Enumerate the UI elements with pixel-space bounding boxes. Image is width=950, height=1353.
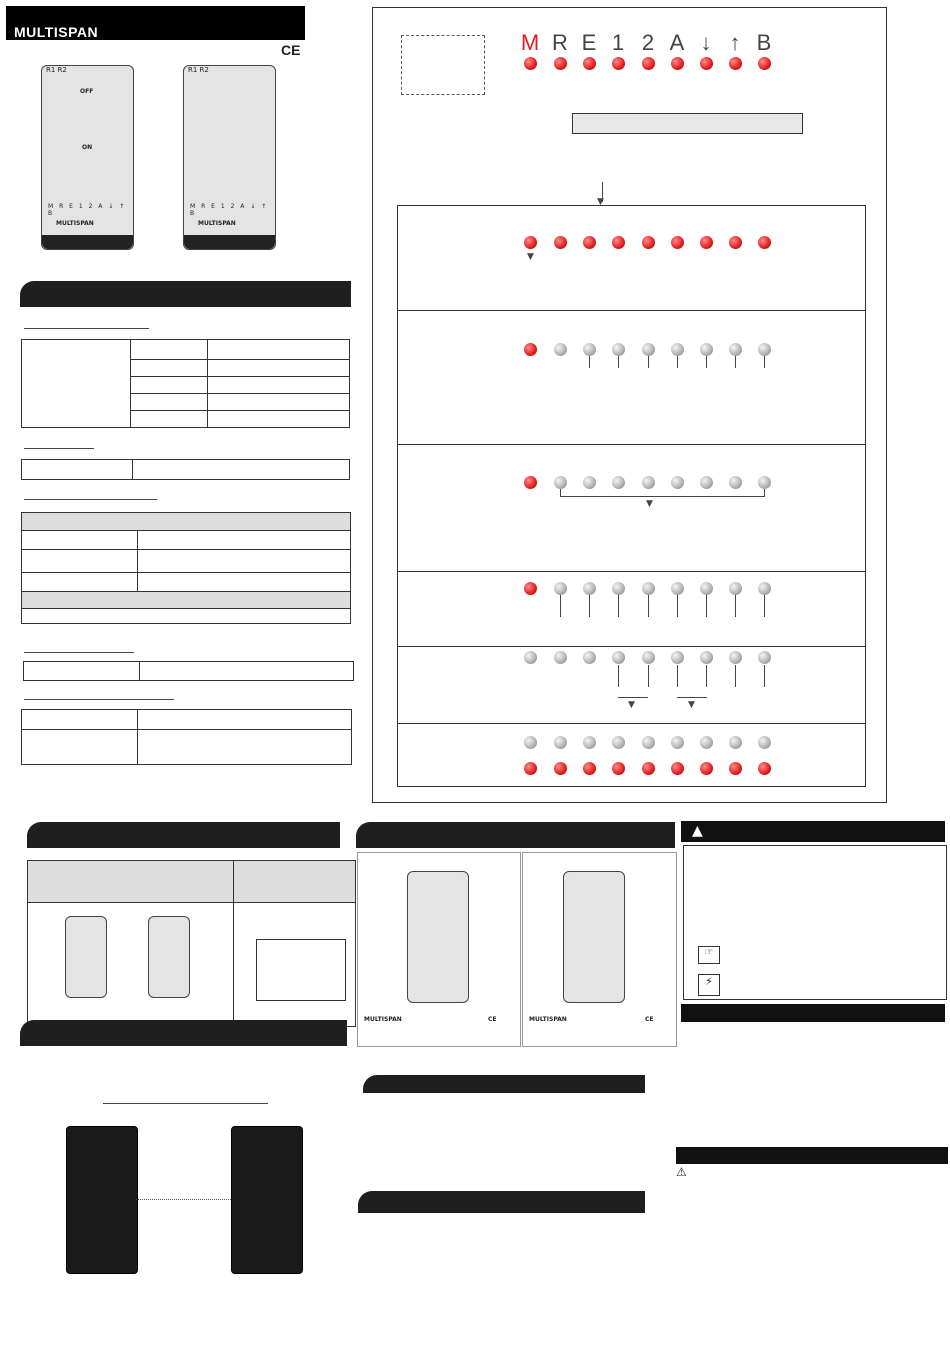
- warning-icon: ▲: [692, 823, 703, 839]
- wiring-panel-right: [522, 852, 677, 1047]
- led-panel-5: [397, 647, 866, 724]
- device-brand: MULTISPAN: [198, 220, 236, 227]
- led-2-3: [612, 343, 625, 356]
- led-7-3: [612, 762, 625, 775]
- led-5-3: [612, 651, 625, 664]
- led-3-1: [554, 476, 567, 489]
- led-6-3: [612, 736, 625, 749]
- led-label-2: E: [581, 30, 597, 55]
- led-1-4: [642, 236, 655, 249]
- led-5-1: [554, 651, 567, 664]
- led-label-8: B: [756, 30, 772, 55]
- placeholder-box: [401, 35, 485, 95]
- section-header-bar: [27, 822, 340, 848]
- led-panel-1: [397, 205, 866, 311]
- sensor-left: [66, 1126, 138, 1274]
- dip-on-label: ON: [82, 144, 93, 151]
- led-2-5: [671, 343, 684, 356]
- led-1-0: [524, 236, 537, 249]
- wiring-brand: MULTISPAN: [364, 1016, 402, 1023]
- led-panel-3: [397, 445, 866, 572]
- warning-box: [683, 845, 947, 1000]
- wiring-panel-left: [357, 852, 521, 1047]
- led-3-2: [583, 476, 596, 489]
- led-5-8: [758, 651, 771, 664]
- device-front-left: [41, 65, 134, 250]
- device-front-right: [183, 65, 276, 250]
- led-label-4: 2: [641, 30, 655, 55]
- device-relay-label: R1 R2: [188, 66, 209, 74]
- led-label-3: 1: [611, 30, 625, 55]
- led-2-7: [729, 343, 742, 356]
- device-brand: MULTISPAN: [56, 220, 94, 227]
- spec-table-1: [21, 339, 350, 428]
- section-header-bar: [676, 1147, 948, 1164]
- wiring-ce: CE: [645, 1016, 654, 1023]
- led-1-7: [729, 236, 742, 249]
- led-6-7: [729, 736, 742, 749]
- dip-off-label: OFF: [80, 88, 94, 95]
- led-0-7: [729, 57, 742, 70]
- spec-table-3: [21, 512, 351, 624]
- led-label-6: ↓: [700, 30, 712, 55]
- divider-underline: [24, 699, 174, 700]
- led-1-5: [671, 236, 684, 249]
- led-3-6: [700, 476, 713, 489]
- led-2-0: [524, 343, 537, 356]
- led-panel-6: [397, 724, 866, 787]
- led-4-6: [700, 582, 713, 595]
- led-panel-2: [397, 310, 866, 445]
- led-0-8: [758, 57, 771, 70]
- section-header-bar: [358, 1191, 645, 1213]
- led-7-0: [524, 762, 537, 775]
- section-header-bar: [363, 1075, 645, 1093]
- led-7-8: [758, 762, 771, 775]
- led-5-7: [729, 651, 742, 664]
- led-6-2: [583, 736, 596, 749]
- status-bar-box: [572, 113, 803, 134]
- led-6-1: [554, 736, 567, 749]
- brand-logo: MULTISPAN: [14, 24, 99, 40]
- led-label-7: ↑: [729, 30, 741, 55]
- led-0-0: [524, 57, 537, 70]
- led-7-2: [583, 762, 596, 775]
- led-0-5: [671, 57, 684, 70]
- led-1-8: [758, 236, 771, 249]
- divider-underline: [24, 499, 157, 500]
- led-4-5: [671, 582, 684, 595]
- beam-line: [136, 1199, 231, 1200]
- led-7-7: [729, 762, 742, 775]
- led-1-2: [583, 236, 596, 249]
- divider-underline: [24, 448, 94, 449]
- led-5-2: [583, 651, 596, 664]
- led-6-6: [700, 736, 713, 749]
- dim-side-view: [256, 939, 346, 1001]
- led-panel-4: [397, 572, 866, 647]
- led-4-1: [554, 582, 567, 595]
- divider-underline: [24, 328, 149, 329]
- led-3-3: [612, 476, 625, 489]
- led-1-6: [700, 236, 713, 249]
- led-1-1: [554, 236, 567, 249]
- device-terminal: [42, 235, 133, 249]
- led-label-1: R: [552, 30, 568, 55]
- spec-table-5: [21, 709, 352, 765]
- device-led-labels: M R E 1 2 A ↓ ↑ B: [48, 203, 127, 217]
- led-7-4: [642, 762, 655, 775]
- led-3-4: [642, 476, 655, 489]
- section-header-bar: [681, 1004, 945, 1022]
- section-header-bar: [20, 1020, 347, 1046]
- led-0-4: [642, 57, 655, 70]
- led-2-6: [700, 343, 713, 356]
- led-1-3: [612, 236, 625, 249]
- led-4-4: [642, 582, 655, 595]
- led-0-2: [583, 57, 596, 70]
- spec-table-4: [23, 661, 354, 681]
- led-2-1: [554, 343, 567, 356]
- led-0-3: [612, 57, 625, 70]
- spec-table-2: [21, 459, 350, 480]
- dim-device-1: [65, 916, 107, 998]
- dimension-table: [27, 860, 356, 1027]
- led-3-8: [758, 476, 771, 489]
- led-6-4: [642, 736, 655, 749]
- led-2-4: [642, 343, 655, 356]
- led-3-5: [671, 476, 684, 489]
- led-2-2: [583, 343, 596, 356]
- warning-header-bar: [681, 821, 945, 842]
- distance-line: [103, 1103, 268, 1104]
- dim-device-2: [148, 916, 190, 998]
- led-0-6: [700, 57, 713, 70]
- led-4-7: [729, 582, 742, 595]
- device-led-labels: M R E 1 2 A ↓ ↑ B: [190, 203, 269, 217]
- section-header-bar: [20, 281, 351, 307]
- sensor-right: [231, 1126, 303, 1274]
- led-6-8: [758, 736, 771, 749]
- wiring-ce: CE: [488, 1016, 497, 1023]
- led-7-5: [671, 762, 684, 775]
- led-7-1: [554, 762, 567, 775]
- divider-underline: [24, 652, 134, 653]
- led-4-0: [524, 582, 537, 595]
- led-label-5: A: [669, 30, 685, 55]
- led-6-5: [671, 736, 684, 749]
- led-5-0: [524, 651, 537, 664]
- led-4-2: [583, 582, 596, 595]
- led-5-6: [700, 651, 713, 664]
- led-3-7: [729, 476, 742, 489]
- wiring-brand: MULTISPAN: [529, 1016, 567, 1023]
- ce-mark: CE: [281, 42, 301, 58]
- led-7-6: [700, 762, 713, 775]
- led-5-5: [671, 651, 684, 664]
- led-6-0: [524, 736, 537, 749]
- caution-icon: ⚠: [676, 1165, 687, 1179]
- led-label-0: M: [520, 30, 540, 55]
- device-terminal: [184, 235, 275, 249]
- section-header-bar: [356, 822, 675, 848]
- device-relay-label: R1 R2: [46, 66, 67, 74]
- shock-hazard-icon: ⚡: [698, 974, 720, 996]
- led-2-8: [758, 343, 771, 356]
- led-4-3: [612, 582, 625, 595]
- led-3-0: [524, 476, 537, 489]
- led-5-4: [642, 651, 655, 664]
- led-4-8: [758, 582, 771, 595]
- flow-arrow-head: ▼: [597, 197, 604, 207]
- led-0-1: [554, 57, 567, 70]
- hand-icon: ☞: [698, 946, 720, 964]
